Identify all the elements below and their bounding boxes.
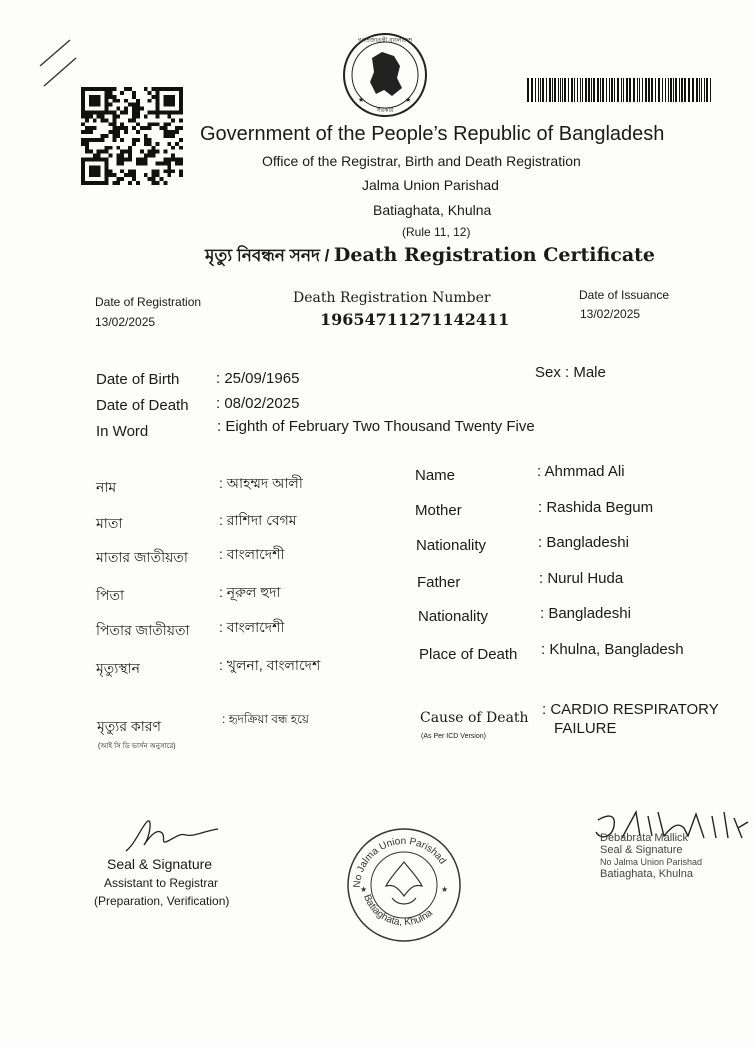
bn-cause-label: মৃত্যুর কারণ xyxy=(97,718,161,734)
bn-father-nationality-label: পিতার জাতীয়তা xyxy=(96,622,190,638)
date-of-issuance-label: Date of Issuance xyxy=(579,288,670,302)
registrar-stamp-line: No Jalma Union Parishad xyxy=(600,857,703,867)
government-emblem xyxy=(342,32,428,118)
en-father-label: Father xyxy=(417,574,461,591)
svg-text:★: ★ xyxy=(360,885,368,894)
en-father-nationality-value: : Bangladeshi xyxy=(540,605,631,622)
registration-number-label: Death Registration Number xyxy=(293,290,491,306)
date-of-registration: 13/02/2025 xyxy=(95,315,156,329)
left-seal-title: Seal & Signature xyxy=(107,856,213,872)
svg-text:★: ★ xyxy=(358,97,365,104)
en-mother-label: Mother xyxy=(415,502,462,519)
en-father-nationality-label: Nationality xyxy=(418,608,489,625)
union-parishad-seal xyxy=(344,826,464,944)
assistant-signature xyxy=(122,815,222,857)
union-name: Jalma Union Parishad xyxy=(362,177,499,193)
svg-text:★: ★ xyxy=(405,97,412,104)
bn-name-label: নাম xyxy=(96,479,117,495)
office-name: Office of the Registrar, Birth and Death Registration xyxy=(262,153,581,169)
sex-value: Sex : Male xyxy=(535,364,606,381)
certificate-title-en: Death Registration Certificate xyxy=(333,244,656,266)
en-cause-value-line2: FAILURE xyxy=(554,720,617,737)
bn-place-of-death-value: : খুলনা, বাংলাদেশ xyxy=(219,657,321,673)
date-of-issuance: 13/02/2025 xyxy=(580,307,641,321)
bn-mother-nationality-value: : বাংলাদেশী xyxy=(219,546,285,562)
certificate-title-bn: মৃত্যু নিবন্ধন সনদ / xyxy=(205,246,330,265)
en-mother-value: : Rashida Begum xyxy=(538,499,654,516)
seal-text-bottom: Batiaghata, Khulna xyxy=(361,892,435,929)
bn-mother-value: : রাশিদা বেগম xyxy=(219,512,297,528)
dob-label: Date of Birth xyxy=(96,371,180,388)
left-seal-role: Assistant to Registrar xyxy=(104,876,219,890)
en-name-label: Name xyxy=(415,467,456,484)
bn-name-value: : আহম্মদ আলী xyxy=(219,475,303,491)
in-word-value: : Eighth of February Two Thousand Twenty Five xyxy=(217,418,535,435)
emblem-text-top: গণপ্রজাতন্ত্রী বাংলাদেশ xyxy=(357,37,413,44)
registrar-stamp xyxy=(600,832,702,880)
bn-father-nationality-value: : বাংলাদেশী xyxy=(219,619,285,635)
certificate-title xyxy=(205,243,655,271)
location: Batiaghata, Khulna xyxy=(373,202,492,218)
en-cause-value-line1: : CARDIO RESPIRATORY xyxy=(542,701,719,718)
emblem-text-bottom: সরকার xyxy=(376,107,394,114)
en-cause-label: Cause of Death xyxy=(420,710,529,726)
en-cause-note: (As Per ICD Version) xyxy=(421,733,486,740)
bn-cause-note: (আই সি ডি ভার্সন অনুসারে) xyxy=(98,743,176,750)
bn-cause-value: : হৃদক্রিয়া বন্ধ হয়ে xyxy=(222,712,310,726)
dod-value: : 08/02/2025 xyxy=(216,395,300,412)
bn-father-label: পিতা xyxy=(96,587,125,603)
in-word-label: In Word xyxy=(96,423,149,440)
dob-value: : 25/09/1965 xyxy=(216,370,300,387)
en-place-of-death-label: Place of Death xyxy=(419,646,518,663)
registrar-stamp-line: Seal & Signature xyxy=(600,844,683,856)
registration-number: 19654711271142411 xyxy=(320,310,510,329)
dod-label: Date of Death xyxy=(96,397,189,414)
registrar-stamp-line: Batiaghata, Khulna xyxy=(600,868,693,880)
pen-mark xyxy=(38,38,78,88)
bn-mother-nationality-label: মাতার জাতীয়তা xyxy=(96,549,188,565)
government-title: Government of the People’s Republic of Bangladesh xyxy=(200,123,665,145)
bn-place-of-death-label: মৃত্যুস্থান xyxy=(96,660,141,676)
date-of-registration-label: Date of Registration xyxy=(95,295,202,309)
en-name-value: : Ahmmad Ali xyxy=(537,463,625,480)
en-place-of-death-value: : Khulna, Bangladesh xyxy=(541,641,684,658)
registrar-stamp-line: Debabrata Mallick xyxy=(600,832,689,844)
rule-text: (Rule 11, 12) xyxy=(402,225,471,239)
en-mother-nationality-value: : Bangladeshi xyxy=(538,534,629,551)
en-father-value: : Nurul Huda xyxy=(539,570,624,587)
en-mother-nationality-label: Nationality xyxy=(416,537,487,554)
seal-text-top: No Jalma Union Parishad xyxy=(351,835,448,889)
qr-code xyxy=(80,87,184,185)
bn-father-value: : নূরুল হুদা xyxy=(219,584,281,600)
bn-mother-label: মাতা xyxy=(96,515,123,531)
svg-text:★: ★ xyxy=(441,885,449,894)
barcode xyxy=(527,78,713,102)
left-seal-note: (Preparation, Verification) xyxy=(94,894,230,908)
